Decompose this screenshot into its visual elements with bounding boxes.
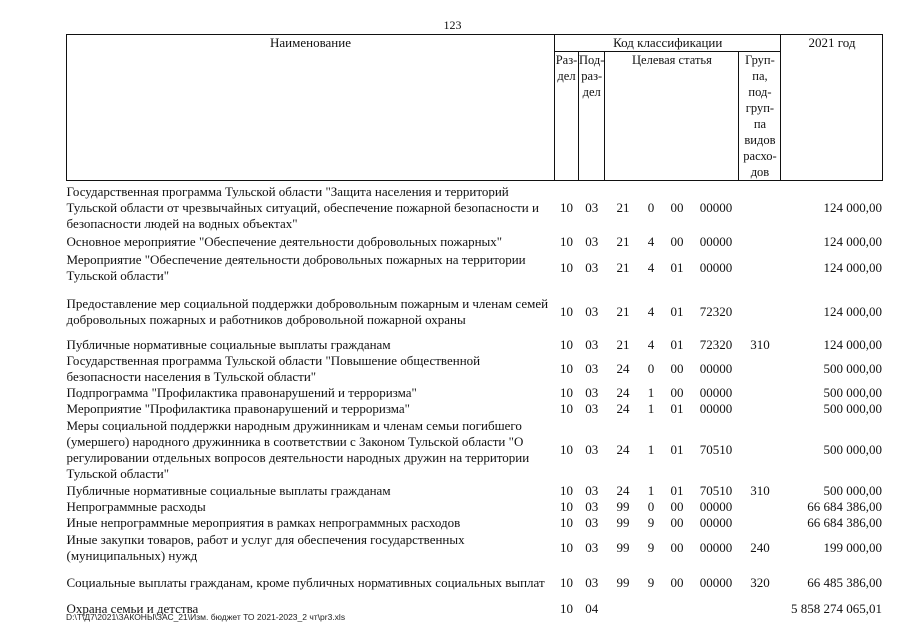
table-row	[67, 417, 883, 483]
row-target-event-cell	[661, 595, 693, 617]
row-target-direction-cell: 00000	[699, 515, 733, 530]
row-razdel-cell: 10	[560, 385, 573, 400]
table-row	[67, 233, 883, 251]
table-row	[67, 183, 883, 233]
table-row	[67, 385, 883, 401]
row-target-program-cell: 99	[616, 575, 630, 590]
row-podrazdel-cell: 03	[585, 385, 599, 400]
header-code-group: Код классификации	[555, 35, 781, 52]
table-row	[67, 251, 883, 285]
row-group-cell	[739, 251, 781, 285]
row-target-subprogram-cell: 9	[647, 540, 655, 555]
row-target-program-cell: 24	[616, 401, 630, 416]
row-group-cell	[739, 401, 781, 417]
row-target-program-cell: 99	[616, 499, 630, 514]
row-target-subprogram-cell: 4	[647, 234, 655, 249]
row-target-event-cell: 01	[670, 260, 684, 275]
row-target-event-cell: 00	[670, 361, 684, 376]
row-amount-cell: 124 000,00	[823, 260, 882, 275]
row-razdel-cell: 10	[560, 601, 573, 616]
row-group-cell: 320	[750, 575, 770, 590]
row-target-direction-cell: 00000	[699, 540, 733, 555]
row-name-cell: Иные закупки товаров, работ и услуг для обеспечения государственных (муниципальных) нужд	[66, 532, 465, 563]
row-amount-cell: 5 858 274 065,01	[790, 601, 882, 616]
row-razdel-cell: 10	[560, 361, 573, 376]
header-row-top	[67, 35, 883, 52]
row-name-cell: Основное мероприятие "Обеспечение деятельности добровольных пожарных"	[66, 234, 503, 249]
row-podrazdel-cell: 03	[585, 540, 599, 555]
row-target-direction-cell: 00000	[699, 385, 733, 400]
row-podrazdel-cell: 03	[585, 234, 599, 249]
row-target-direction-cell: 00000	[699, 234, 733, 249]
row-amount-cell: 66 485 386,00	[807, 575, 882, 590]
row-name-cell: Государственная программа Тульской области "Защита населения и территорий Тульской области от чрезвычайных ситуаций, обеспечение пожарной безопасности и безопасности людей на водных объектах"	[66, 184, 539, 231]
row-target-program-cell: 21	[616, 200, 630, 215]
row-name-cell: Подпрограмма "Профилактика правонарушений и терроризма"	[66, 385, 417, 400]
row-podrazdel-cell: 03	[585, 483, 599, 498]
row-amount-cell: 124 000,00	[823, 304, 882, 319]
table-row	[67, 401, 883, 417]
row-target-event-cell: 01	[670, 304, 684, 319]
row-podrazdel-cell: 03	[585, 200, 599, 215]
row-target-direction-cell: 72320	[699, 304, 733, 319]
row-target-program-cell: 24	[616, 442, 630, 457]
row-podrazdel-cell: 03	[585, 515, 599, 530]
row-razdel-cell: 10	[560, 337, 573, 352]
row-group-cell: 310	[750, 483, 770, 498]
row-target-subprogram-cell: 1	[647, 385, 655, 400]
row-target-program-cell	[605, 595, 641, 617]
row-target-subprogram-cell: 1	[647, 401, 655, 416]
row-target-subprogram-cell: 4	[647, 260, 655, 275]
row-name-cell: Мероприятие "Профилактика правонарушений и терроризма"	[66, 401, 410, 416]
row-razdel-cell: 10	[560, 442, 573, 457]
row-target-program-cell: 21	[616, 337, 630, 352]
row-name-cell: Иные непрограммные мероприятия в рамках непрограммных расходов	[66, 515, 461, 530]
row-podrazdel-cell: 03	[585, 337, 599, 352]
row-target-event-cell: 00	[670, 234, 684, 249]
page-number: 123	[443, 18, 462, 32]
row-group-cell: 310	[750, 337, 770, 352]
row-group-cell	[739, 417, 781, 483]
row-amount-cell: 199 000,00	[823, 540, 882, 555]
row-group-cell: 240	[750, 540, 770, 555]
header-razdel: Раз- дел	[555, 52, 579, 181]
row-name-cell: Предоставление мер социальной поддержки добровольным пожарным и членам семей добровольных пожарных и работников добровольной пожарной охраны	[66, 296, 549, 327]
row-target-program-cell: 21	[616, 234, 630, 249]
row-podrazdel-cell: 03	[585, 499, 599, 514]
row-target-direction-cell	[693, 595, 739, 617]
table-row	[67, 329, 883, 353]
row-amount-cell: 500 000,00	[823, 385, 882, 400]
row-podrazdel-cell: 03	[585, 304, 599, 319]
row-target-direction-cell: 70510	[699, 483, 733, 498]
row-target-direction-cell: 00000	[699, 401, 733, 416]
row-target-event-cell: 01	[670, 483, 684, 498]
table-row	[67, 499, 883, 515]
row-name-cell: Публичные нормативные социальные выплаты гражданам	[66, 337, 391, 352]
row-razdel-cell: 10	[560, 234, 573, 249]
row-razdel-cell: 10	[560, 200, 573, 215]
row-group-cell	[739, 515, 781, 531]
row-name-cell: Государственная программа Тульской области "Повышение общественной безопасности населения в Тульской области"	[66, 353, 481, 384]
row-razdel-cell: 10	[560, 483, 573, 498]
row-group-cell	[739, 353, 781, 385]
row-target-program-cell: 99	[616, 515, 630, 530]
row-target-subprogram-cell: 4	[647, 337, 655, 352]
row-razdel-cell: 10	[560, 499, 573, 514]
row-target-direction-cell: 72320	[699, 337, 733, 352]
row-razdel-cell: 10	[560, 575, 573, 590]
row-target-event-cell: 00	[670, 540, 684, 555]
row-name-cell: Охрана семьи и детства	[66, 601, 199, 616]
table-row	[67, 353, 883, 385]
table-row	[67, 483, 883, 499]
row-group-cell	[739, 499, 781, 515]
header-target-article: Целевая статья	[605, 52, 739, 181]
row-target-event-cell: 01	[670, 442, 684, 457]
row-razdel-cell: 10	[560, 540, 573, 555]
header-year: 2021 год	[781, 35, 883, 181]
row-razdel-cell: 10	[560, 401, 573, 416]
row-group-cell	[739, 595, 781, 617]
row-amount-cell: 500 000,00	[823, 361, 882, 376]
row-target-program-cell: 21	[616, 304, 630, 319]
table-row	[67, 515, 883, 531]
row-target-event-cell: 00	[670, 515, 684, 530]
row-target-subprogram-cell	[641, 595, 661, 617]
row-amount-cell: 124 000,00	[823, 337, 882, 352]
row-razdel-cell: 10	[560, 304, 573, 319]
row-target-subprogram-cell: 1	[647, 483, 655, 498]
row-podrazdel-cell: 03	[585, 361, 599, 376]
row-name-cell: Публичные нормативные социальные выплаты гражданам	[66, 483, 391, 498]
row-name-cell: Меры социальной поддержки народным дружинникам и членам семьи погибшего (умершего) народного дружинника в соответствии с Законом Тульской области "О регулировании отдельных вопросов деятельности народных дружин на территории Тульской области"	[66, 418, 530, 481]
row-target-event-cell: 00	[670, 200, 684, 215]
row-target-program-cell: 24	[616, 361, 630, 376]
row-target-direction-cell: 00000	[699, 575, 733, 590]
row-amount-cell: 500 000,00	[823, 483, 882, 498]
row-name-cell: Непрограммные расходы	[66, 499, 206, 514]
row-target-program-cell: 21	[616, 260, 630, 275]
table-body	[67, 181, 883, 618]
row-target-subprogram-cell: 9	[647, 575, 655, 590]
row-target-program-cell: 99	[616, 540, 630, 555]
row-group-cell	[739, 285, 781, 329]
row-target-subprogram-cell: 4	[647, 304, 655, 319]
row-group-cell	[739, 233, 781, 251]
row-group-cell	[739, 183, 781, 233]
row-name-cell: Социальные выплаты гражданам, кроме публичных нормативных социальных выплат	[66, 575, 545, 590]
row-amount-cell: 124 000,00	[823, 200, 882, 215]
row-target-event-cell: 00	[670, 575, 684, 590]
row-target-event-cell: 01	[670, 401, 684, 416]
table-row	[67, 565, 883, 595]
row-podrazdel-cell: 03	[585, 401, 599, 416]
row-razdel-cell: 10	[560, 260, 573, 275]
row-target-subprogram-cell: 9	[647, 515, 655, 530]
table-row	[67, 531, 883, 565]
row-amount-cell: 66 684 386,00	[807, 515, 882, 530]
row-podrazdel-cell: 03	[585, 575, 599, 590]
file-path-footer: D:\Т\Д7\2021\ЗАКОНЫ\ЗАС_21\Изм. бюджет ТО 2021-2023_2 чт\pr3.xls	[66, 612, 346, 622]
header-name: Наименование	[67, 35, 555, 181]
table-row	[67, 285, 883, 329]
row-target-program-cell: 24	[616, 385, 630, 400]
header-expense-group: Груп- па, под- груп- па видов расхо- дов	[739, 52, 781, 181]
row-target-direction-cell: 00000	[699, 200, 733, 215]
row-target-direction-cell: 00000	[699, 361, 733, 376]
row-amount-cell: 500 000,00	[823, 401, 882, 416]
budget-table	[66, 34, 883, 617]
row-podrazdel-cell: 03	[585, 442, 599, 457]
row-target-direction-cell: 00000	[699, 260, 733, 275]
row-amount-cell: 66 684 386,00	[807, 499, 882, 514]
row-podrazdel-cell: 03	[585, 260, 599, 275]
row-target-event-cell: 00	[670, 385, 684, 400]
row-target-subprogram-cell: 1	[647, 442, 655, 457]
row-amount-cell: 124 000,00	[823, 234, 882, 249]
row-name-cell: Мероприятие "Обеспечение деятельности добровольных пожарных на территории Тульской области"	[66, 252, 526, 283]
row-target-event-cell: 00	[670, 499, 684, 514]
row-target-program-cell: 24	[616, 483, 630, 498]
header-podrazdel: Под- раз- дел	[579, 52, 605, 181]
row-group-cell	[739, 385, 781, 401]
row-amount-cell: 500 000,00	[823, 442, 882, 457]
row-target-event-cell: 01	[670, 337, 684, 352]
row-target-direction-cell: 00000	[699, 499, 733, 514]
row-target-subprogram-cell: 0	[647, 499, 655, 514]
row-target-subprogram-cell: 0	[647, 200, 655, 215]
row-target-direction-cell: 70510	[699, 442, 733, 457]
row-podrazdel-cell: 04	[585, 601, 599, 616]
row-target-subprogram-cell: 0	[647, 361, 655, 376]
row-razdel-cell: 10	[560, 515, 573, 530]
